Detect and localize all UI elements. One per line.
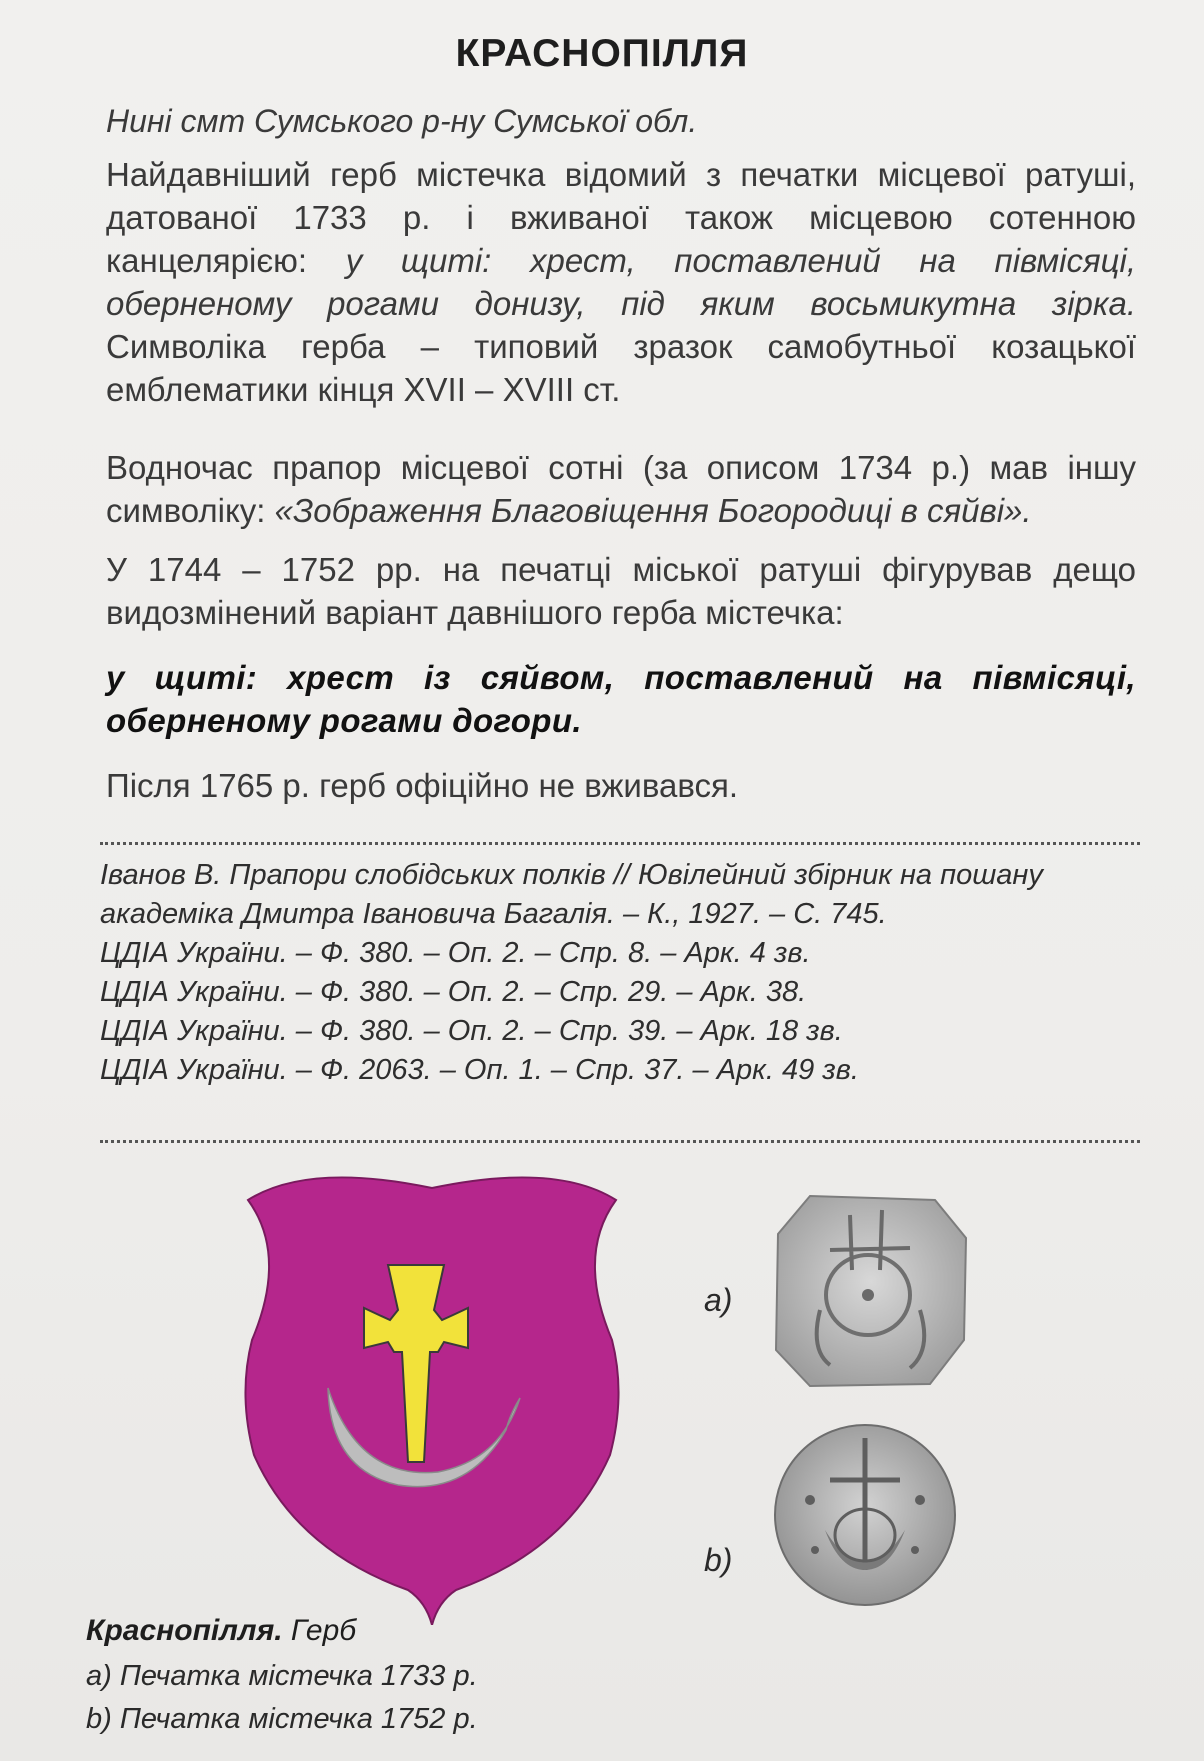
seal-label-a: a) bbox=[704, 1282, 733, 1318]
figure-caption-kind: Герб bbox=[282, 1614, 357, 1647]
figure-caption bbox=[86, 1614, 356, 1648]
paragraph-banner-lead: Водночас прапор місцевої сотні (за описом 1734 р.) мав іншу символіку: bbox=[106, 449, 1136, 529]
reference-item: ЦДІА України. – Ф. 380. – Оп. 2. – Спр. 29. – Арк. 38. bbox=[100, 976, 807, 1008]
seal-1752-icon bbox=[770, 1420, 960, 1610]
seal-1733-icon bbox=[770, 1190, 970, 1390]
seal-label-b: b) bbox=[704, 1542, 733, 1578]
reference-item: ЦДІА України. – Ф. 380. – Оп. 2. – Спр. 8. – Арк. 4 зв. bbox=[100, 937, 811, 969]
figure-caption-b: b) Печатка містечка 1752 р. bbox=[86, 1703, 478, 1735]
subtitle: Нині смт Сумського р-ну Сумської обл. bbox=[106, 103, 698, 139]
figure-caption-a: a) Печатка містечка 1733 р. bbox=[86, 1660, 478, 1692]
paragraph-banner bbox=[106, 446, 1136, 532]
page-title: КРАСНОПІЛЛЯ bbox=[455, 32, 749, 75]
blazon-1752: у щиті: хрест із сяйвом, поставлений на півмісяці, оберненому рогами догори. bbox=[106, 659, 1136, 739]
reference-item: ЦДІА України. – Ф. 2063. – Оп. 1. – Спр. 37. – Арк. 49 зв. bbox=[100, 1054, 859, 1086]
figure-caption-name: Краснопілля. bbox=[86, 1614, 283, 1647]
banner-description: «Зображення Благовіщення Богородиці в сяйві». bbox=[274, 492, 1032, 529]
paragraph-history-tail: Символіка герба – типовий зразок самобутньої козацької емблематики кінця XVII – XVIII ст. bbox=[106, 328, 1136, 408]
dotted-divider-top bbox=[100, 842, 1140, 845]
paragraph-history-lead: Найдавніший герб містечка відомий з печатки місцевої ратуші, датованої 1733 р. і вживаної також місцевою сотенною канцелярією: bbox=[106, 156, 1136, 279]
reference-item: академіка Дмитра Івановича Багалія. – К., 1927. – С. 745. bbox=[100, 898, 887, 930]
reference-item: Іванов В. Прапори слобідських полків // Ювілейний збірник на пошану bbox=[100, 859, 1043, 891]
reference-item: ЦДІА України. – Ф. 380. – Оп. 2. – Спр. 39. – Арк. 18 зв. bbox=[100, 1015, 843, 1047]
references-list bbox=[100, 856, 1145, 1090]
blazon-1733: у щиті: хрест, поставлений на півмісяці, оберненому рогами донизу, під яким восьмикутна зірка. bbox=[106, 242, 1137, 322]
paragraph-history bbox=[106, 153, 1136, 411]
coat-of-arms-icon bbox=[238, 1170, 626, 1625]
paragraph-variant: У 1744 – 1752 рр. на печатці міської ратуші фігурував дещо видозмінений варіант давнішого герба містечка: bbox=[106, 551, 1136, 631]
paragraph-after-1765: Після 1765 р. герб офіційно не вживався. bbox=[106, 767, 739, 804]
shield-field bbox=[245, 1177, 618, 1625]
dotted-divider-bottom bbox=[100, 1140, 1140, 1143]
